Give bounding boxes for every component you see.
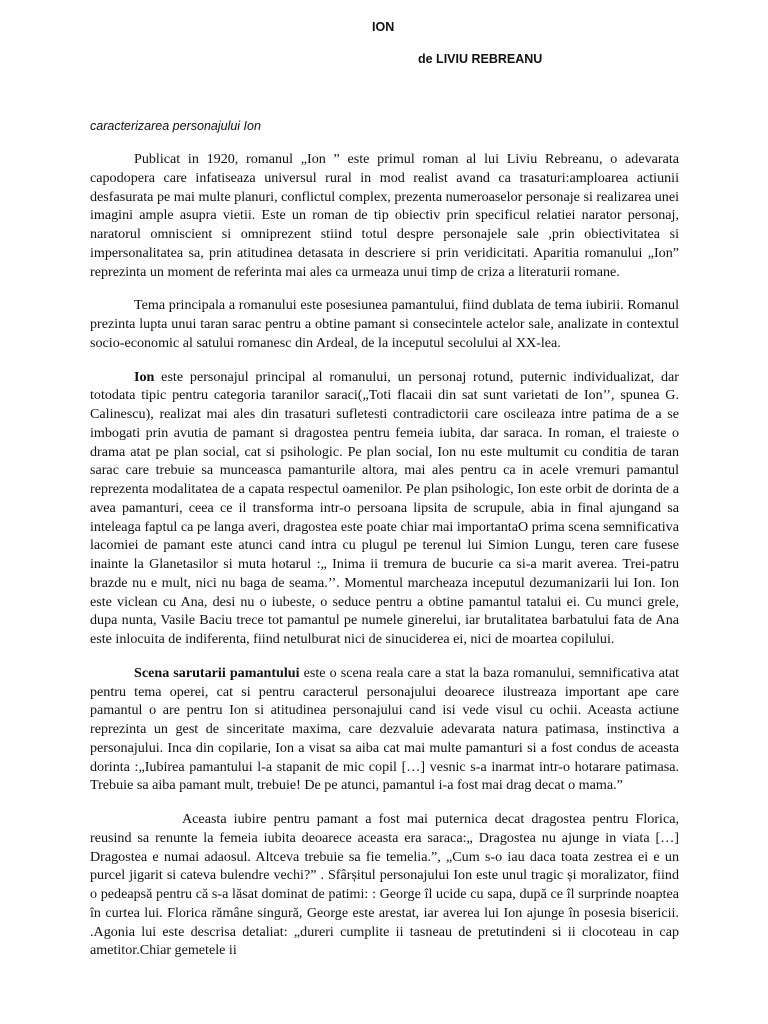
paragraph-character [90,368,679,649]
document-author: de LIVIU REBREANU [418,52,543,66]
paragraph-character-lead: Ion [134,368,155,385]
paragraph-scene [90,664,679,795]
paragraph-scene-text: este o scena reala care a stat la baza romanului, semnificativa atat pentru tema operei, cat si pentru caracterul personajului deoarece ilustreaza important ape care pamantul o are pentru Ion si atitudinea personajului cand isi vede visul cu ochii. Aceasta actiune reprezinta un gest de sinceritate maxima, care dezvaluie adevarata natura patimasa, instinctiva a personajului. Inca din copilarie, Ion a visat sa aiba cat mai multe pamanturi si a fost condus de aceasta dorinta :„Iubirea pamantului l-a stapanit de mic copil […] vesnic s-a inarmat intr-o hotarare patimasa. Trebuie sa aiba pamant mult, trebuie! De pe atunci, pamantul i-a fost mai drag decat o mama.” [90,664,679,794]
paragraph-character-text: este personajul principal al romanului, un personaj rotund, puternic individualizat, dar totodata tipic pentru categoria taranilor saraci(„Toti flacaii din sat sunt varietati de Ion’’, spunea G. Calinescu), realizat mai ales din trasaturi sufletesti contradictorii care oscileaza intre patima de a se imbogati prin avutia de pamant si dragostea pentru femeia iubita, dar saraca. In roman, el traieste o drama atat pe plan social, cat si psihologic. Pe plan social, Ion nu este multumit cu conditia de taran sarac care trebuie sa munceasca pamanturile altora, mai ales pentru ca in acele vremuri pamantul reprezenta modalitatea de a capata respectul oamenilor. Pe plan psihologic, Ion este orbit de dorinta de a avea pamanturi, ceea ce il transforma intr-o persoana lipsita de scrupule, abia in final ajungand sa inteleaga faptul ca pe langa averi, dragostea este poate chiar mai importantaO prima scena semnificativa lacomiei de pamant este atunci cand intra cu plugul pe terenul lui Simion Lungu, teren care fusese inainte la Glanetasilor si muta hotarul :„ Inima ii tremura de bucurie ca si-a marit averea. Trei-patru brazde nu e mult, nici nu baga de seama.’’. Momentul marcheaza inceputul dezumanizarii lui Ion. Ion este viclean cu Ana, desi nu o iubeste, o seduce pentru a obtine pamantul tatalui ei. Cu munci grele, dupa nunta, Vasile Baciu trece tot pamantul pe numele ginerelui, iar brutalitatea barbatului fata de Ana este inlocuita de indiferenta, fiind netulburat nici de sinuciderea ei, nici de moartea copilului. [90,368,679,647]
paragraph-theme: Tema principala a romanului este posesiunea pamantului, fiind dublata de tema iubirii. Romanul prezinta lupta unui taran sarac pentru a obtine pamant si consecintele actelor sale, analizate in contextul socio-economic al satului romanesc din Ardeal, de la inceputul secolului al XX-lea. [90,297,679,351]
document-body [90,150,679,975]
document-subtitle: caracterizarea personajului Ion [90,119,261,133]
paragraph-ending: Aceasta iubire pentru pamant a fost mai puternica decat dragostea pentru Florica, reusind sa renunte la femeia iubita deoarece aceasta era saraca:„ Dragostea nu ajunge in viata […] Dragostea e numai adaosul. Altceva trebuie sa fie temelia.”, „Cum s-o iau daca toata zestrea ei e un purcel jigarit si cateva bulendre vechi?” . Sfârșitul personajului Ion este unul tragic și moralizator, fiind o pedeapsă pentru că s-a lăsat dominat de patimi: : George îl ucide cu sapa, după ce îl surprinde noaptea în curtea lui. Florica rămâne singură, George este arestat, iar averea lui Ion ajunge în posesia bisericii. .Agonia lui este descrisa detaliat: „dureri cumplite ii tasneau de pretutindeni si ii clocoteau in cap ametitor.Chiar gemetele ii [90,811,679,959]
paragraph-scene-lead: Scena sarutarii pamantului [134,664,300,681]
paragraph-intro: Publicat in 1920, romanul „Ion ” este primul roman al lui Liviu Rebreanu, o adevarata capodopera care infatiseaza universul rural in mod realist avand ca trasaturi:amploarea actiunii desfasurata pe mai multe planuri, conflictul complex, prezenta numeroaselor personaje si realizarea unei imagini ample asupra vietii. Este un roman de tip obiectiv prin specificul relatiei narator personaj, naratorul omniscient si omniprezent stiind totul despre personajele sale ,prin obiectivitatea si impersonalitatea sa, prin atitudinea detasata in descriere si prin veridicitati. Aparitia romanului „Ion” reprezinta un moment de referinta mai ales ca urmeaza unui timp de criza a literaturii romane. [90,151,679,280]
document-title: ION [372,20,395,34]
